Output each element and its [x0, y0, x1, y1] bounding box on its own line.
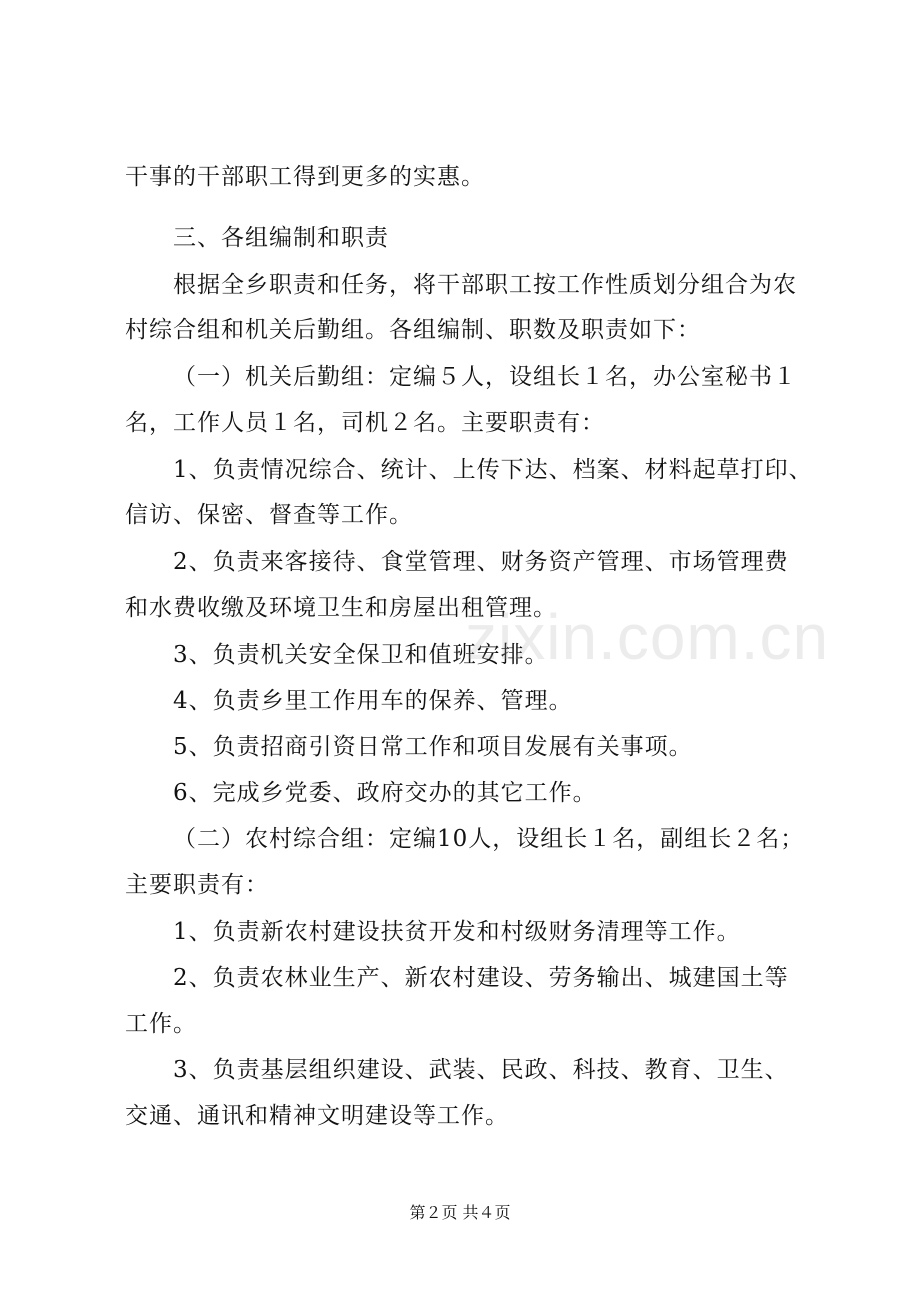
paragraph-line: 干事的干部职工得到更多的实惠。: [125, 164, 485, 190]
watermark-text: zixin.com.cn: [465, 601, 830, 673]
list-item: 2、负责来客接待、食堂管理、财务资产管理、市场管理费: [173, 549, 789, 575]
list-item-continuation: 工作。: [125, 1011, 197, 1037]
paragraph-line: 村综合组和机关后勤组。各组编制、职数及职责如下：: [125, 317, 701, 343]
list-item: 6、完成乡党委、政府交办的其它工作。: [173, 780, 597, 806]
list-item-continuation: 信访、保密、督查等工作。: [125, 502, 413, 528]
list-item: 3、负责机关安全保卫和值班安排。: [173, 642, 549, 668]
section-heading: 三、各组编制和职责: [173, 225, 389, 251]
subsection-heading: （二）农村综合组：定编10人，设组长１名，副组长２名；: [173, 826, 805, 852]
list-item: 1、负责新农村建设扶贫开发和村级财务清理等工作。: [173, 919, 741, 945]
paragraph-line: 名，工作人员１名，司机２名。主要职责有：: [125, 410, 605, 436]
list-item: 4、负责乡里工作用车的保养、管理。: [173, 688, 573, 714]
paragraph-line: 主要职责有：: [125, 872, 269, 898]
list-item: 2、负责农林业生产、新农村建设、劳务输出、城建国土等: [173, 965, 789, 991]
page-footer: 第２页 共４页: [409, 1203, 511, 1222]
paragraph-line: 根据全乡职责和任务，将干部职工按工作性质划分组合为农: [173, 272, 797, 298]
list-item: 1、负责情况综合、统计、上传下达、档案、材料起草打印、: [173, 457, 813, 483]
subsection-heading: （一）机关后勤组：定编５人，设组长１名，办公室秘书１: [173, 364, 797, 390]
list-item-continuation: 交通、通讯和精神文明建设等工作。: [125, 1103, 509, 1129]
list-item: 5、负责招商引资日常工作和项目发展有关事项。: [173, 734, 693, 760]
list-item: 3、负责基层组织建设、武装、民政、科技、教育、卫生、: [173, 1057, 789, 1083]
list-item-continuation: 和水费收缴及环境卫生和房屋出租管理。: [125, 595, 557, 621]
